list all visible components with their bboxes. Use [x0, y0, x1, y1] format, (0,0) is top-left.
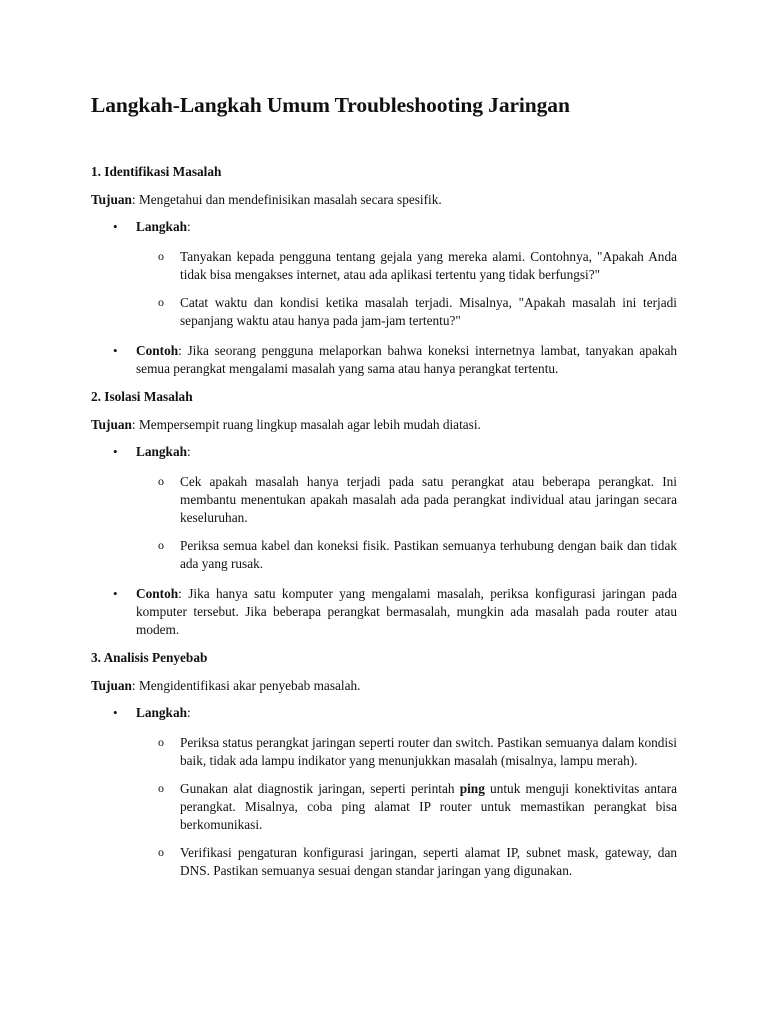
- step-text: Cek apakah masalah hanya terjadi pada satu perangkat atau beberapa perangkat. Ini membantu menentukan apakah masalah ada pada perangkat individual atau jaringan secara keseluruhan.: [180, 474, 677, 525]
- steps-label: Langkah: [136, 705, 187, 720]
- steps-label: Langkah: [136, 219, 187, 234]
- step-text: Periksa status perangkat jaringan seperti router dan switch. Pastikan semuanya dalam kondisi baik, tidak ada lampu indikator yang menunjukkan masalah (misalnya, lampu merah).: [180, 735, 677, 768]
- list-item: [136, 734, 677, 770]
- example-item: [91, 585, 677, 639]
- purpose-paragraph: [91, 191, 677, 209]
- bullet-marker: •: [113, 444, 118, 459]
- bullet-marker: •: [113, 343, 118, 358]
- sub-bullet-marker: o: [158, 295, 164, 309]
- bullet-marker: •: [113, 219, 118, 234]
- purpose-text: : Mengetahui dan mendefinisikan masalah secara spesifik.: [131, 192, 442, 207]
- section-heading: 1. Identifikasi Masalah: [91, 164, 222, 179]
- step-text: Periksa semua kabel dan koneksi fisik. Pastikan semuanya terhubung dengan baik dan tidak ada yang rusak.: [180, 538, 677, 571]
- list-item: [136, 780, 677, 834]
- example-label: Contoh: [136, 586, 179, 601]
- sub-list: [136, 473, 677, 573]
- example-text: : Jika hanya satu komputer yang mengalami masalah, periksa konfigurasi jaringan pada komputer tersebut. Jika beberapa perangkat bermasalah, mungkin ada masalah pada router atau modem.: [136, 586, 677, 637]
- section-identifikasi: [91, 163, 677, 378]
- step-text: Catat waktu dan kondisi ketika masalah terjadi. Misalnya, "Apakah masalah ini terjadi sepanjang waktu atau hanya pada jam-jam tertentu?": [180, 295, 677, 328]
- bullet-list: [91, 218, 677, 378]
- bullet-list: [91, 704, 677, 880]
- step-text: Tanyakan kepada pengguna tentang gejala yang mereka alami. Contohnya, "Apakah Anda tidak bisa mengakses internet, atau ada aplikasi tertentu yang tidak berfungsi?": [180, 249, 677, 282]
- steps-suffix: :: [187, 219, 191, 234]
- bullet-marker: •: [113, 705, 118, 720]
- step-text: Verifikasi pengaturan konfigurasi jaringan, seperti alamat IP, subnet mask, gateway, dan DNS. Pastikan semuanya sesuai dengan standar jaringan yang digunakan.: [180, 845, 677, 878]
- section-heading: 2. Isolasi Masalah: [91, 389, 193, 404]
- purpose-label: Tujuan: [91, 192, 132, 207]
- document-page: [91, 90, 677, 892]
- sub-bullet-marker: o: [158, 781, 164, 795]
- bullet-list: [91, 443, 677, 639]
- sub-list: [136, 248, 677, 330]
- step-text-before: Gunakan alat diagnostik jaringan, seperti perintah: [180, 781, 460, 796]
- bullet-marker: •: [113, 586, 118, 601]
- purpose-label: Tujuan: [91, 678, 132, 693]
- steps-suffix: :: [187, 444, 191, 459]
- sub-list: [136, 734, 677, 880]
- sub-bullet-marker: o: [158, 249, 164, 263]
- list-item: [136, 844, 677, 880]
- example-text: : Jika seorang pengguna melaporkan bahwa koneksi internetnya lambat, tanyakan apakah semua perangkat mengalami masalah yang sama atau hanya perangkat tertentu.: [136, 343, 677, 376]
- steps-item: [91, 704, 677, 880]
- document-title: Langkah-Langkah Umum Troubleshooting Jaringan: [91, 93, 570, 117]
- step-text-after: untuk menguji konektivitas antara perangkat. Misalnya, coba ping alamat IP router untuk memastikan perangkat bisa berkomunikasi.: [180, 781, 678, 832]
- section-isolasi: [91, 388, 677, 639]
- section-heading: 3. Analisis Penyebab: [91, 650, 208, 665]
- example-label: Contoh: [136, 343, 179, 358]
- list-item: [136, 294, 677, 330]
- sub-bullet-marker: o: [158, 538, 164, 552]
- purpose-paragraph: [91, 416, 677, 434]
- sub-bullet-marker: o: [158, 735, 164, 749]
- purpose-paragraph: [91, 677, 677, 695]
- list-item: [136, 248, 677, 284]
- steps-label: Langkah: [136, 444, 187, 459]
- purpose-text: : Mempersempit ruang lingkup masalah agar lebih mudah diatasi.: [131, 417, 481, 432]
- steps-item: [91, 443, 677, 573]
- sub-bullet-marker: o: [158, 845, 164, 859]
- list-item: [136, 537, 677, 573]
- example-item: [91, 342, 677, 378]
- section-analisis: [91, 649, 677, 880]
- purpose-label: Tujuan: [91, 417, 132, 432]
- steps-suffix: :: [187, 705, 191, 720]
- steps-item: [91, 218, 677, 330]
- ping-command: ping: [459, 781, 485, 796]
- purpose-text: : Mengidentifikasi akar penyebab masalah.: [131, 678, 361, 693]
- list-item: [136, 473, 677, 527]
- sub-bullet-marker: o: [158, 474, 164, 488]
